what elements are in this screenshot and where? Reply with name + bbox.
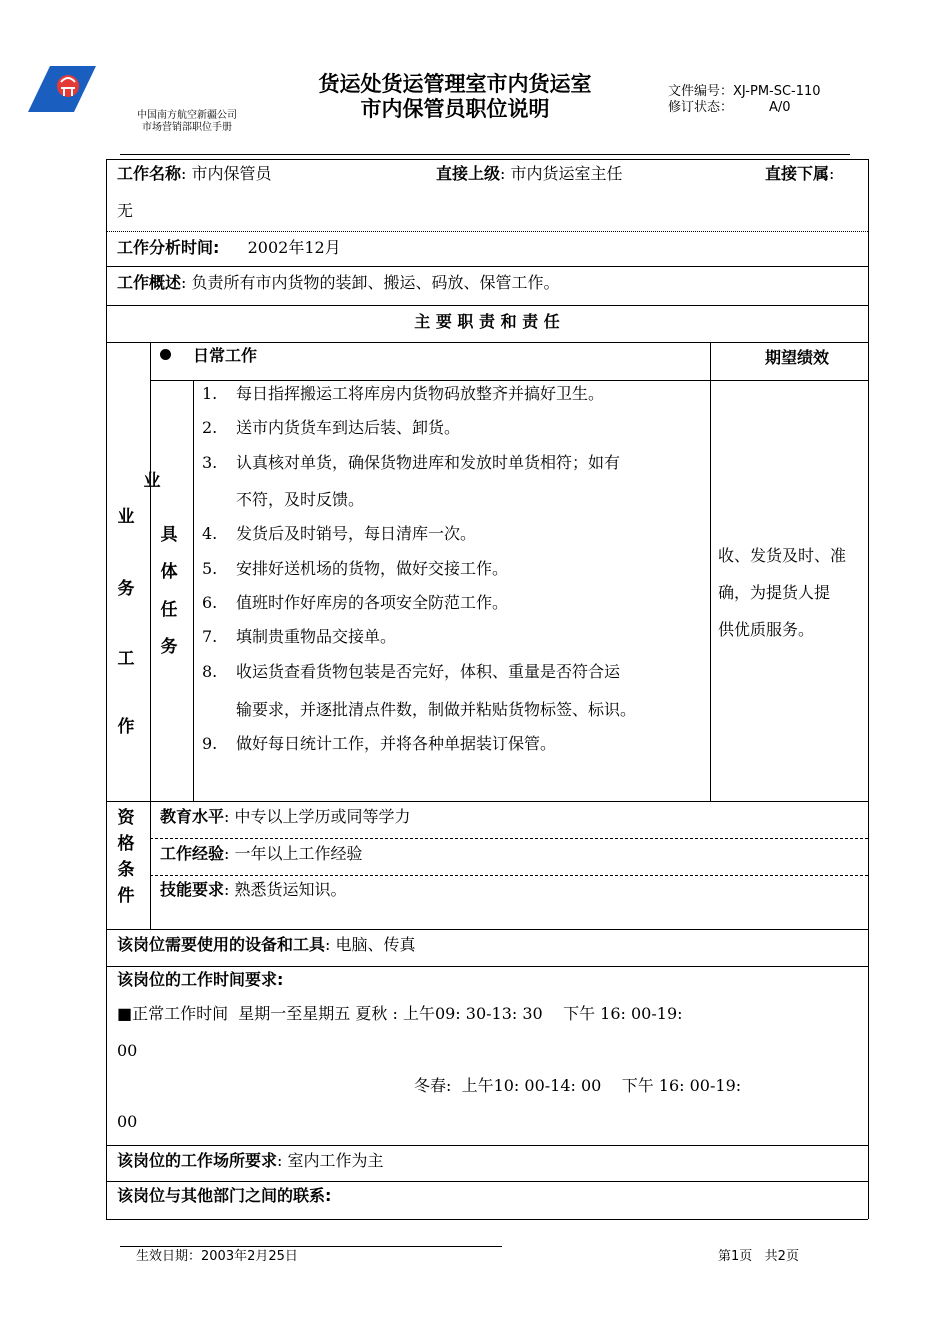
subordinate-value: 无 <box>117 201 134 220</box>
list-item: 1. 每日指挥搬运工将库房内货物码放整齐并搞好卫生。 <box>202 384 605 403</box>
worktime-line4: 00 <box>117 1112 138 1131</box>
education-label: 教育水平 <box>160 807 225 826</box>
list-item: 7. 填制贵重物品交接单。 <box>202 627 397 646</box>
list-item: 8. 收运货查看货物包装是否完好，体积、重量是否符合运 <box>202 662 621 681</box>
overview-row: 工作概述: 负责所有市内货物的装卸、搬运、码放、保管工作。 <box>117 273 560 292</box>
business-work-char: 务 <box>117 579 135 599</box>
expected-line: 确，为提货人提 <box>718 583 831 602</box>
specific-tasks-char: 任 <box>160 600 178 620</box>
subordinate-field: 直接下属: <box>765 164 835 183</box>
title-line2: 市内保管员职位说明 <box>360 97 550 121</box>
page-title <box>270 72 640 122</box>
business-work-char: 作 <box>117 717 135 737</box>
worktime-label: 该岗位的工作时间要求 <box>117 970 278 989</box>
equipment-row: 该岗位需要使用的设备和工具: 电脑、传真 <box>117 935 416 954</box>
equipment-label: 该岗位需要使用的设备和工具 <box>117 935 326 954</box>
analysis-time-label: 工作分析时间 <box>117 238 214 257</box>
page-number: 第1页 共2页 <box>718 1249 799 1264</box>
overview-value: 负责所有市内货物的装卸、搬运、码放、保管工作。 <box>191 273 560 292</box>
expected-performance <box>718 537 863 648</box>
qualifications-char: 件 <box>117 886 135 906</box>
list-item: 2. 送市内货货车到达后装、卸货。 <box>202 418 461 437</box>
worktime-label-row: 该岗位的工作时间要求: <box>117 970 284 989</box>
worktime-line1: ■正常工作时间 星期一至星期五 夏秋 : 上午09: 30-13: 30 下午 16: 00-19: <box>117 1004 683 1023</box>
list-item: 9. 做好每日统计工作，并将各种单据装订保管。 <box>202 734 557 753</box>
specific-tasks-char: 体 <box>160 562 178 582</box>
effective-date: 生效日期：2003年2月25日 <box>136 1249 298 1264</box>
bullet-icon <box>160 349 171 360</box>
footer-rule <box>120 1246 502 1247</box>
business-work-char: 业 <box>117 507 135 527</box>
list-item: 3. 认真核对单货，确保货物进库和发放时单货相符；如有 <box>202 453 621 472</box>
company-line1: 中国南方航空新疆公司 <box>137 110 237 121</box>
rev-label: 修订状态： <box>668 100 734 115</box>
expected-line: 收、发货及时、准 <box>718 546 847 565</box>
qualifications-char: 条 <box>117 860 135 880</box>
header-rule <box>120 154 850 155</box>
company-logo <box>28 66 96 112</box>
title-line1: 货运处货运管理室市内货运室 <box>318 72 592 96</box>
expected-label: 期望绩效 <box>765 348 830 367</box>
relations-row: 该岗位与其他部门之间的联系: <box>117 1186 332 1205</box>
doc-no-label: 文件编号： <box>668 84 734 99</box>
analysis-time-value: 2002年12月 <box>247 238 341 257</box>
job-name-label: 工作名称 <box>117 164 182 183</box>
job-name-row: 工作名称: 市内保管员 <box>117 164 272 183</box>
list-item: 5. 安排好送机场的货物，做好交接工作。 <box>202 559 509 578</box>
duties-section-title: 主 要 职 责 和 责 任 <box>414 312 560 331</box>
skill-label: 技能要求 <box>160 880 225 899</box>
skill-row: 技能要求: 熟悉货运知识。 <box>160 880 347 899</box>
workplace-row: 该岗位的工作场所要求: 室内工作为主 <box>117 1151 384 1170</box>
daily-work-label: 日常工作 <box>193 346 258 365</box>
education-row: 教育水平: 中专以上学历或同等学力 <box>160 807 411 826</box>
experience-value: 一年以上工作经验 <box>234 844 363 863</box>
list-item: 6. 值班时作好库房的各项安全防范工作。 <box>202 593 509 612</box>
rev-value: A/0 <box>769 100 791 115</box>
doc-number <box>668 84 938 116</box>
experience-label: 工作经验 <box>160 844 225 863</box>
relations-label: 该岗位与其他部门之间的联系 <box>117 1186 326 1205</box>
list-item: 不符，及时反馈。 <box>236 490 365 509</box>
superior-label: 直接上级 <box>436 164 501 183</box>
specific-tasks-char: 务 <box>160 637 178 657</box>
worktime-line2: 00 <box>117 1041 138 1060</box>
subordinate-label: 直接下属 <box>765 164 830 183</box>
equipment-value: 电脑、传真 <box>335 935 416 954</box>
business-work-char: 工 <box>117 649 135 669</box>
doc-no-value: XJ-PM-SC-110 <box>733 84 821 99</box>
overview-label: 工作概述 <box>117 273 182 292</box>
specific-tasks-char: 具 <box>160 525 178 545</box>
superior-field: 直接上级: 市内货运室主任 <box>436 164 623 183</box>
qualifications-char: 格 <box>117 834 135 854</box>
list-item: 输要求，并逐批清点件数，制做并粘贴货物标签、标识。 <box>236 700 637 719</box>
company-name <box>120 110 254 134</box>
workplace-label: 该岗位的工作场所要求 <box>117 1151 278 1170</box>
qualifications-char: 资 <box>117 808 135 828</box>
skill-value: 熟悉货运知识。 <box>234 880 347 899</box>
company-line2: 市场营销部职位手册 <box>142 122 232 133</box>
expected-line: 供优质服务。 <box>718 620 815 639</box>
experience-row: 工作经验: 一年以上工作经验 <box>160 844 363 863</box>
stray-char: 业 <box>143 471 161 491</box>
education-value: 中专以上学历或同等学力 <box>234 807 411 826</box>
worktime-line3: 冬春: 上午10: 00-14: 00 下午 16: 00-19: <box>414 1076 742 1095</box>
job-name-value: 市内保管员 <box>191 164 272 183</box>
workplace-value: 室内工作为主 <box>287 1151 384 1170</box>
analysis-time-row: 工作分析时间: 2002年12月 <box>117 238 341 257</box>
list-item: 4. 发货后及时销号，每日清库一次。 <box>202 524 477 543</box>
superior-value: 市内货运室主任 <box>510 164 623 183</box>
